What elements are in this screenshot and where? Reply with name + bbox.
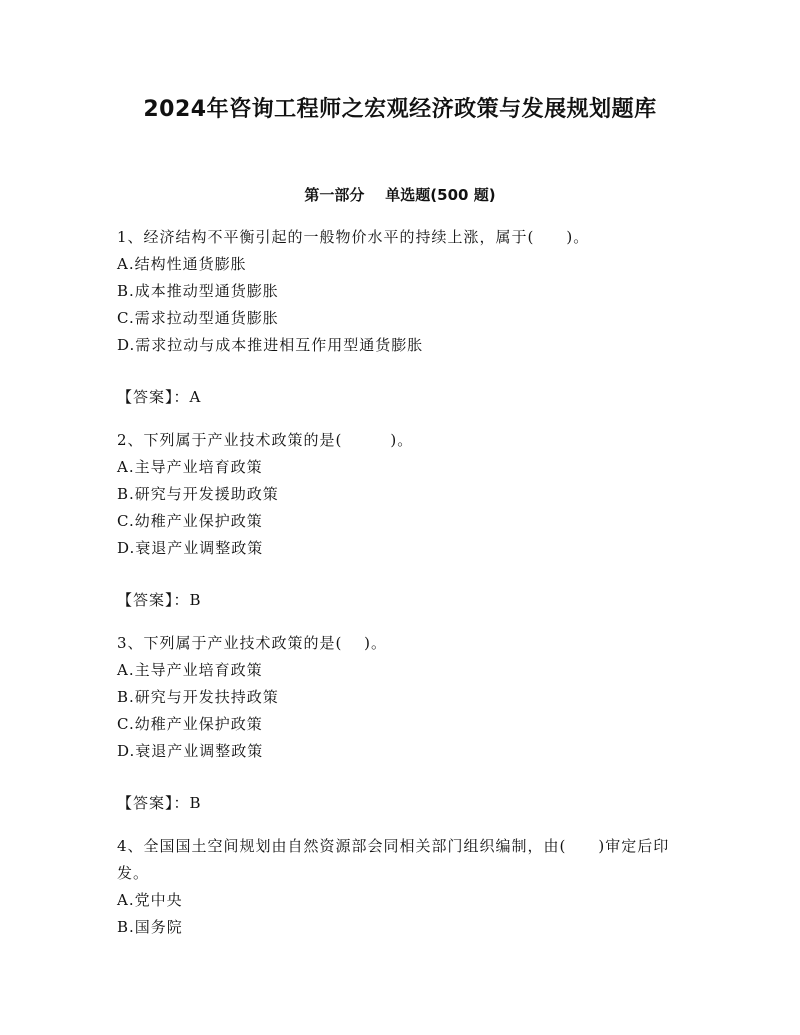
option-a: A.党中央 [117,891,183,909]
section-title: 第一部分 单选题(500 题) [304,186,496,204]
answer-line: 【答案】：B [117,591,202,609]
option-d: D.衰退产业调整政策 [117,539,264,557]
question-item [117,630,677,817]
answer-line: 【答案】：A [117,388,202,406]
option-a: A.结构性通货膨胀 [117,255,247,273]
document-title: 2024年咨询工程师之宏观经济政策与发展规划题库 [143,97,657,122]
answer-line: 【答案】：B [117,794,202,812]
option-b: B.研究与开发援助政策 [117,485,279,503]
option-d: D.衰退产业调整政策 [117,742,264,760]
question-item [117,833,677,941]
option-c: C.幼稚产业保护政策 [117,512,263,530]
question-stem: 1、经济结构不平衡引起的一般物价水平的持续上涨，属于( )。 [117,228,590,246]
question-stem: 4、全国国土空间规划由自然资源部会同相关部门组织编制，由( )审定后印发。 [117,837,670,882]
question-stem: 2、下列属于产业技术政策的是( )。 [117,431,414,449]
question-list [117,224,677,941]
option-d: D.需求拉动与成本推进相互作用型通货膨胀 [117,336,424,354]
option-b: B.成本推动型通货膨胀 [117,282,279,300]
option-b: B.研究与开发扶持政策 [117,688,279,706]
option-b: B.国务院 [117,918,183,936]
option-a: A.主导产业培育政策 [117,458,263,476]
question-item [117,224,677,411]
option-c: C.幼稚产业保护政策 [117,715,263,733]
question-stem: 3、下列属于产业技术政策的是( )。 [117,634,388,652]
question-item [117,427,677,614]
option-c: C.需求拉动型通货膨胀 [117,309,279,327]
option-a: A.主导产业培育政策 [117,661,263,679]
